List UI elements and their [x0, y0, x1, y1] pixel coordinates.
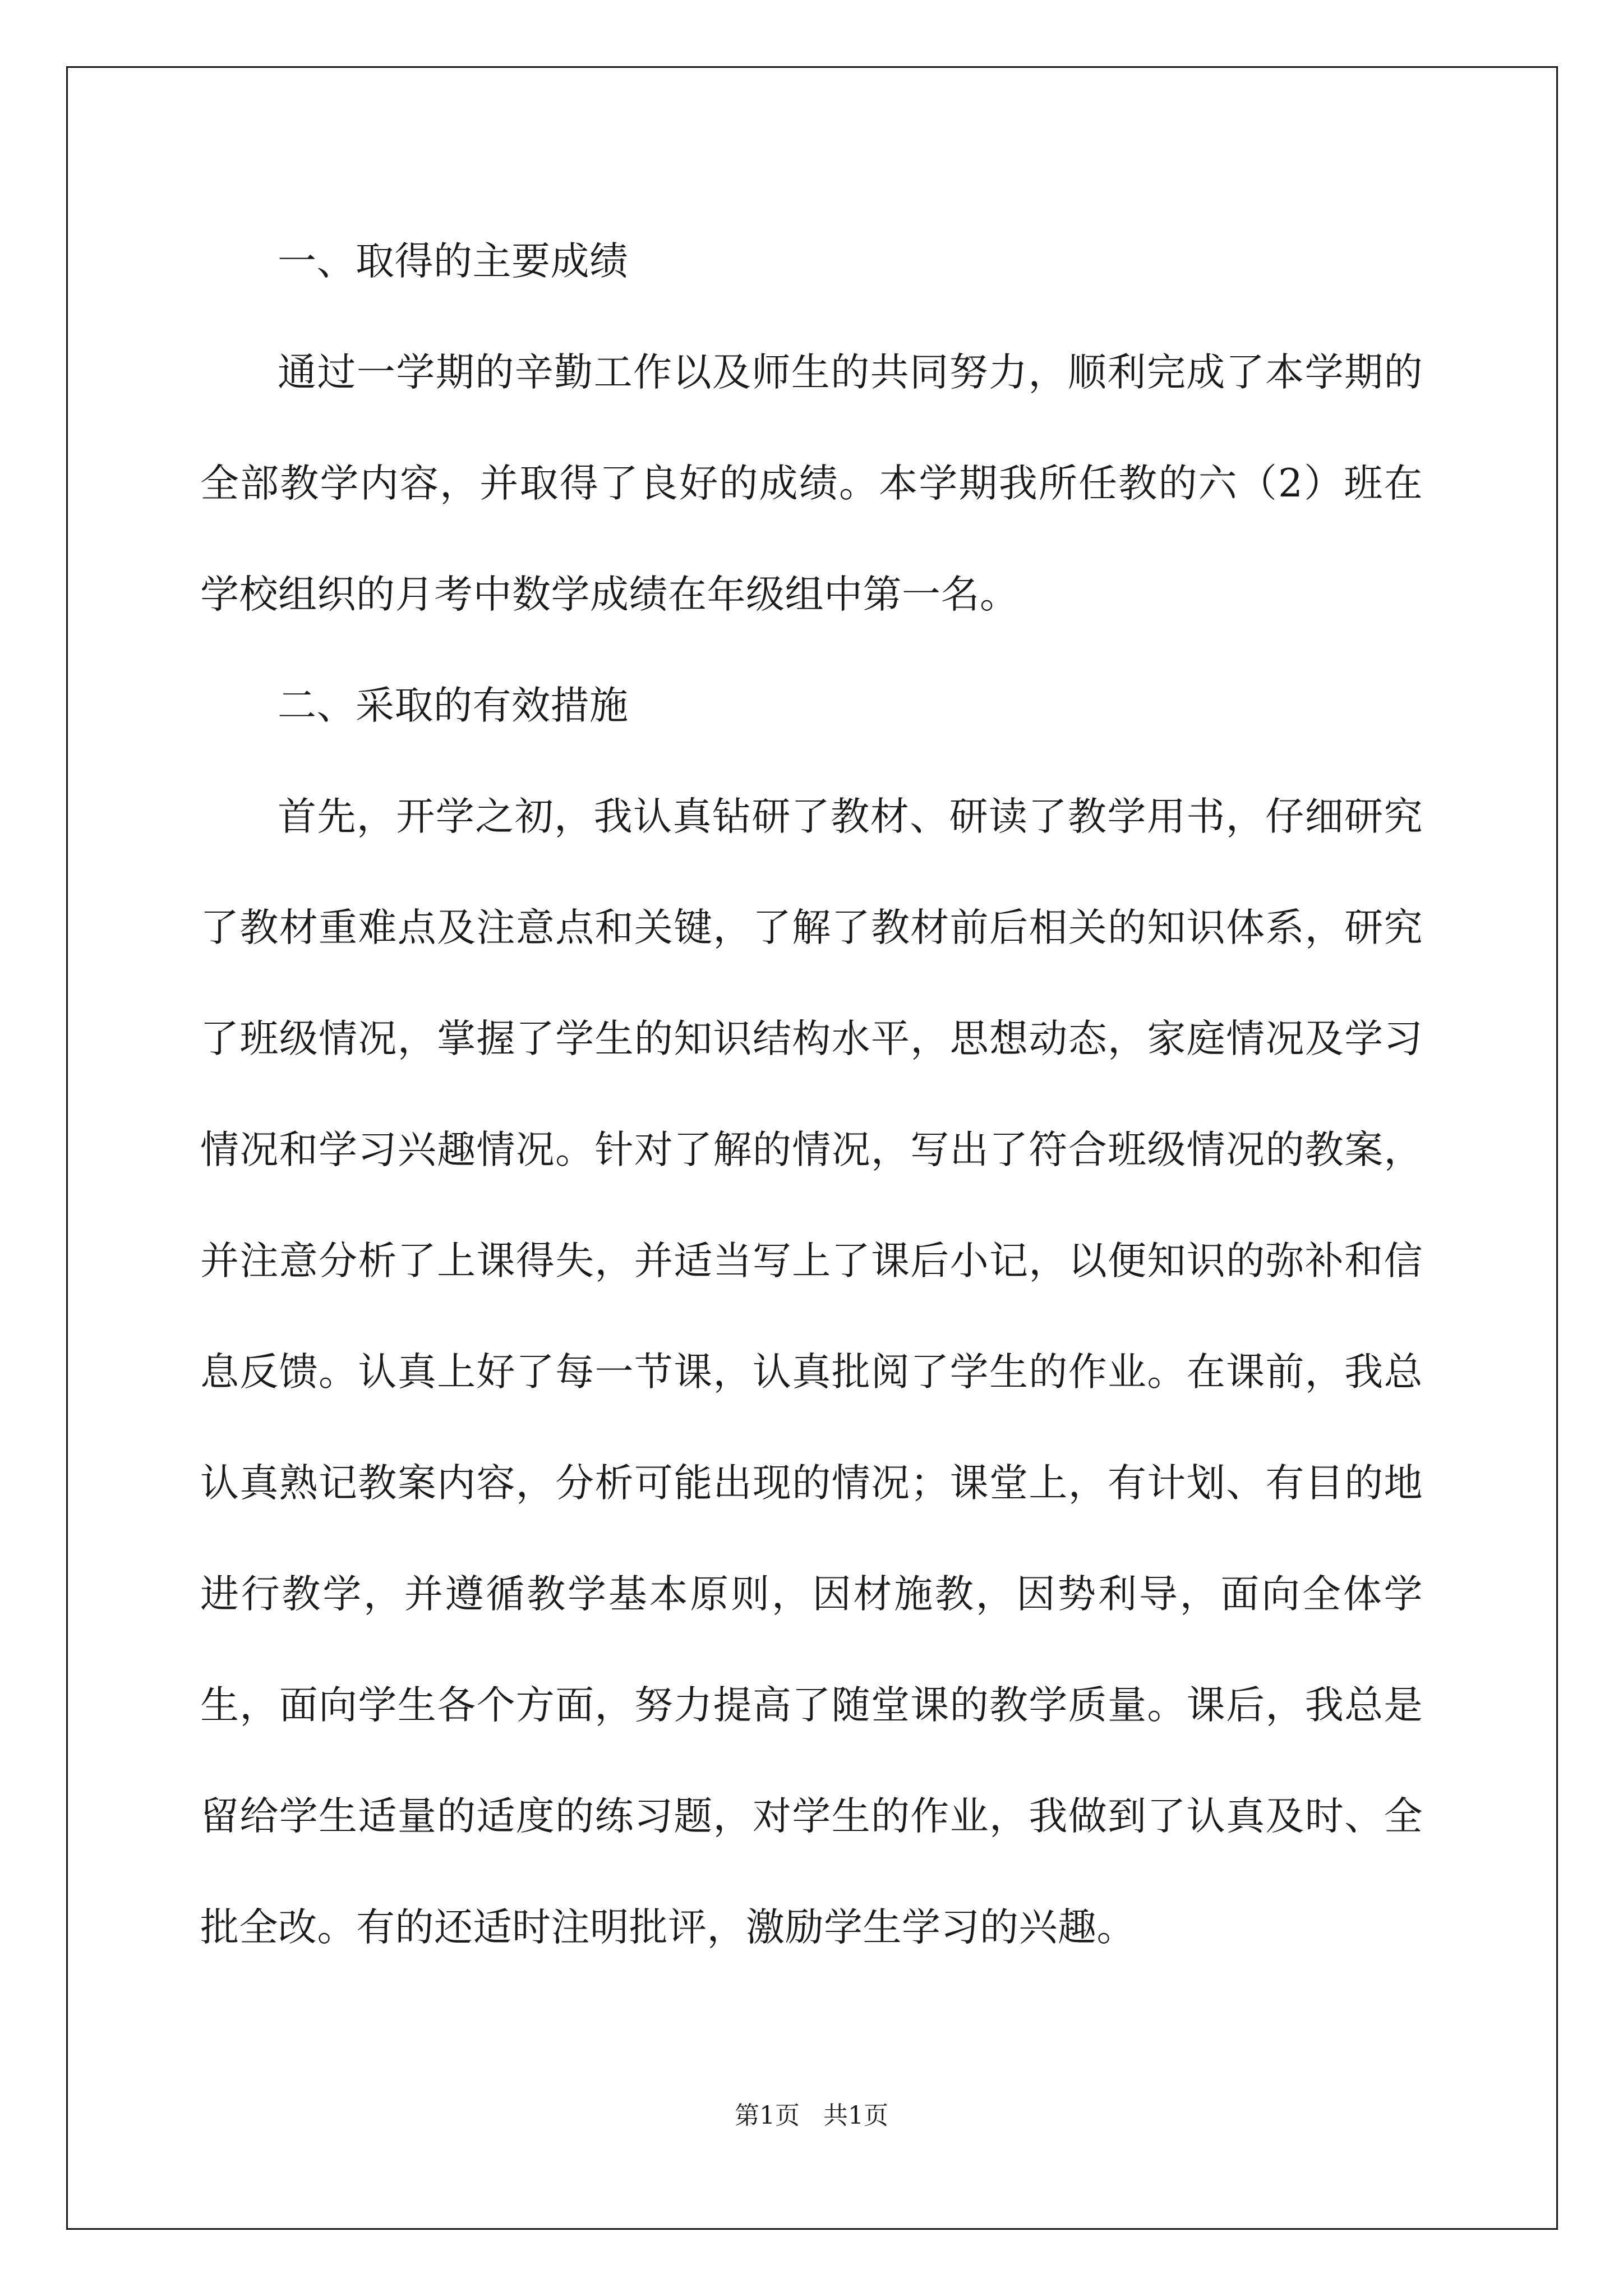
page-number-footer: 第1页 共1页	[735, 2101, 888, 2130]
document-body	[200, 206, 1423, 1983]
paragraph-measures: 首先，开学之初，我认真钻研了教材、研读了教学用书，仔细研究了教材重难点及注意点和关键，了解了教材前后相关的知识体系，研究了班级情况，掌握了学生的知识结构水平，思想动态，家庭情况及学习情况和学习兴趣情况。针对了解的情况，写出了符合班级情况的教案，并注意分析了上课得失，并适当写上了课后小记，以便知识的弥补和信息反馈。认真上好了每一节课，认真批阅了学生的作业。在课前，我总认真熟记教案内容，分析可能出现的情况；课堂上，有计划、有目的地进行教学，并遵循教学基本原则，因材施教，因势利导，面向全体学生，面向学生各个方面，努力提高了随堂课的教学质量。课后，我总是留给学生适量的适度的练习题，对学生的作业，我做到了认真及时、全批全改。有的还适时注明批评，激励学生学习的兴趣。	[200, 794, 1423, 1950]
section-heading-achievements: 一、取得的主要成绩	[278, 239, 629, 284]
paragraph-achievements: 通过一学期的辛勤工作以及师生的共同努力，顺利完成了本学期的全部教学内容，并取得了良好的成绩。本学期我所任教的六（2）班在学校组织的月考中数学成绩在年级组中第一名。	[200, 350, 1423, 617]
section-heading-measures: 二、采取的有效措施	[278, 683, 629, 728]
